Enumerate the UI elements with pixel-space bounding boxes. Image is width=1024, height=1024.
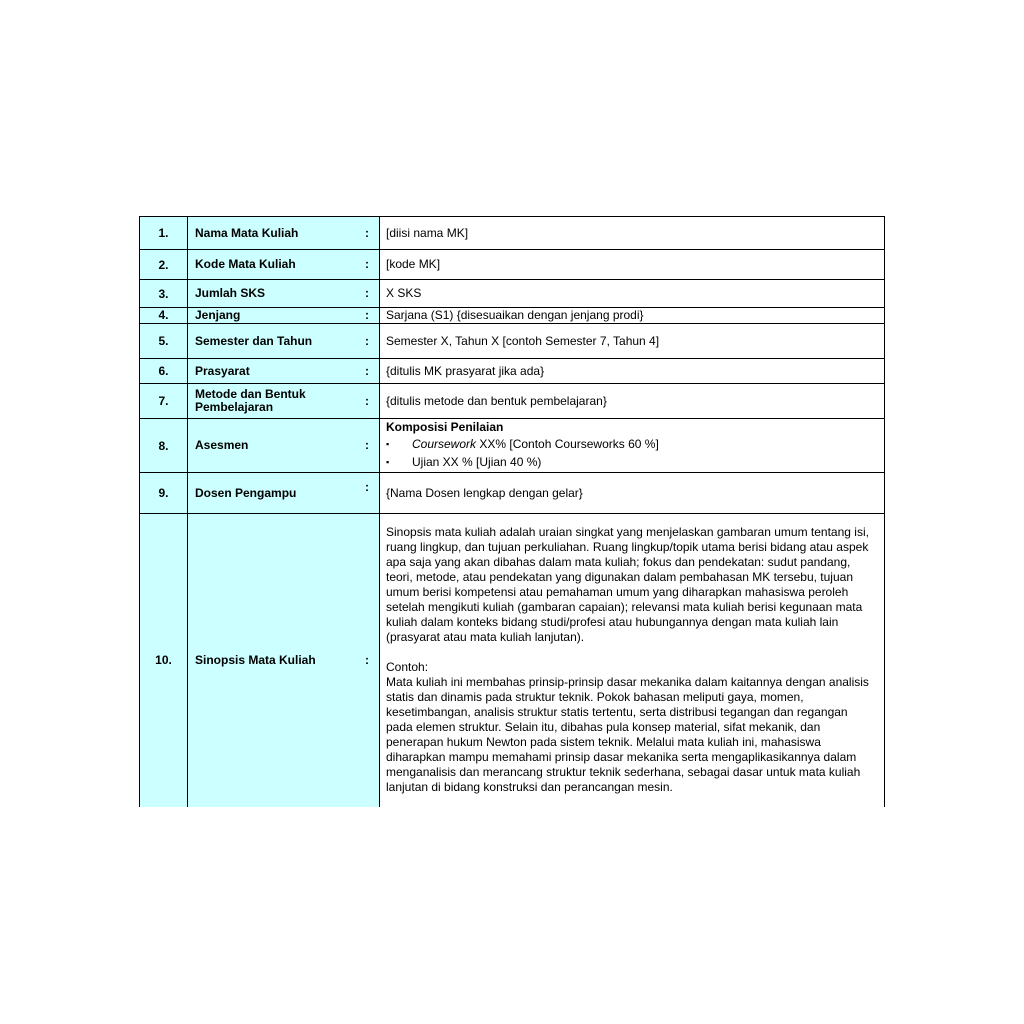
synopsis-cell <box>380 514 885 807</box>
list-item <box>386 453 877 471</box>
row-label-cell <box>188 250 380 280</box>
row-label: Metode dan Bentuk Pembelajaran <box>195 387 306 414</box>
assessment-list <box>386 435 877 471</box>
row-value: [kode MK] <box>380 250 885 280</box>
row-number: 7. <box>140 384 188 419</box>
colon: : <box>365 286 369 300</box>
table-row <box>140 250 885 280</box>
assessment-cell <box>380 419 885 473</box>
row-label: Asesmen <box>195 438 249 452</box>
row-number: 8. <box>140 419 188 473</box>
row-label-cell <box>188 419 380 473</box>
list-item-text: XX% [Contoh Courseworks 60 %] <box>476 437 659 451</box>
row-label: Kode Mata Kuliah <box>195 257 296 271</box>
row-label-cell <box>188 384 380 419</box>
row-label-cell <box>188 280 380 308</box>
row-value: {ditulis metode dan bentuk pembelajaran} <box>380 384 885 419</box>
row-label-cell <box>188 514 380 807</box>
row-number: 2. <box>140 250 188 280</box>
assessment-heading: Komposisi Penilaian <box>386 420 504 434</box>
colon: : <box>365 479 369 494</box>
row-label: Jumlah SKS <box>195 286 266 300</box>
table-row <box>140 217 885 250</box>
square-bullet-icon: ▪ <box>386 439 390 449</box>
table-row <box>140 419 885 473</box>
row-label: Prasyarat <box>195 363 250 378</box>
row-number: 9. <box>140 473 188 514</box>
table-row <box>140 359 885 384</box>
example-paragraph: Mata kuliah ini membahas prinsip-prinsip dasar mekanika dalam kaitannya dengan analisis statis dan dinamis pada struktur teknik. Pokok bahasan meliputi gaya, momen, kesetimbangan, analisis struktur statis tertentu, serta distribusi tegangan dan regangan pada elemen struktur. Selain itu, dibahas pula konsep material, sifat mekanik, dan penerapan hukum Newton pada sistem teknik. Melalui mata kuliah ini, mahasiswa diharapkan mampu memahami prinsip dasar mekanika serta mengaplikasikannya dalam menganalisis dan merancang struktur teknik sederhana, sebagai dasar untuk mata kuliah lanjutan di bidang konstruksi dan perancangan mesin. <box>386 675 869 795</box>
list-item <box>386 435 877 453</box>
row-number: 6. <box>140 359 188 384</box>
row-label-cell <box>188 473 380 514</box>
row-label: Sinopsis Mata Kuliah <box>195 652 316 667</box>
row-label: Nama Mata Kuliah <box>195 225 299 240</box>
list-item-italic: Coursework <box>412 437 477 451</box>
colon: : <box>365 393 369 408</box>
colon: : <box>365 257 369 271</box>
row-number: 4. <box>140 308 188 324</box>
colon: : <box>365 363 369 378</box>
colon: : <box>365 438 369 452</box>
synopsis-paragraph: Sinopsis mata kuliah adalah uraian singkat yang menjelaskan gambaran umum tentang isi, ruang lingkup, dan tujuan perkuliahan. Ruang lingkup/topik utama berisi bidang atau aspek apa saja yang akan dibahas dalam mata kuliah; fokus dan pendekatan: sudut pandang, teori, metode, atau pendekatan yang digunakan dalam pembahasan MK tersebu, tujuan umum berisi kompetensi atau pemahaman umum yang diharapkan mahasiswa peroleh setelah mengikuti kuliah (gambaran capaian); relevansi mata kuliah berisi kegunaan mata kuliah dalam konteks bidang studi/profesi atau hubungannya dengan mata kuliah lain (prasyarat atau mata kuliah lanjutan). <box>386 525 869 645</box>
colon: : <box>365 333 369 348</box>
row-value: {Nama Dosen lengkap dengan gelar} <box>380 473 885 514</box>
row-label-cell <box>188 359 380 384</box>
colon: : <box>365 225 369 240</box>
course-info-table <box>139 216 885 807</box>
row-number: 1. <box>140 217 188 250</box>
example-label: Contoh: <box>386 660 429 675</box>
square-bullet-icon: ▪ <box>386 457 390 467</box>
table-row <box>140 280 885 308</box>
row-label: Jenjang <box>195 308 241 322</box>
row-value: Sarjana (S1) {disesuaikan dengan jenjang prodi} <box>380 308 885 324</box>
row-value: [diisi nama MK] <box>380 217 885 250</box>
list-item-text: Ujian XX % [Ujian 40 %) <box>412 455 542 469</box>
row-label: Semester dan Tahun <box>195 333 313 348</box>
colon: : <box>365 652 369 667</box>
row-number: 10. <box>140 514 188 807</box>
row-value: X SKS <box>380 280 885 308</box>
row-number: 5. <box>140 324 188 359</box>
row-value: Semester X, Tahun X [contoh Semester 7, Tahun 4] <box>380 324 885 359</box>
colon: : <box>365 308 369 322</box>
table-row <box>140 308 885 324</box>
row-label-cell <box>188 217 380 250</box>
row-number: 3. <box>140 280 188 308</box>
row-value: {ditulis MK prasyarat jika ada} <box>380 359 885 384</box>
row-label-cell <box>188 308 380 324</box>
row-label: Dosen Pengampu <box>195 485 297 500</box>
table-row <box>140 384 885 419</box>
table-row <box>140 514 885 807</box>
table-row <box>140 324 885 359</box>
table-row <box>140 473 885 514</box>
row-label-cell <box>188 324 380 359</box>
